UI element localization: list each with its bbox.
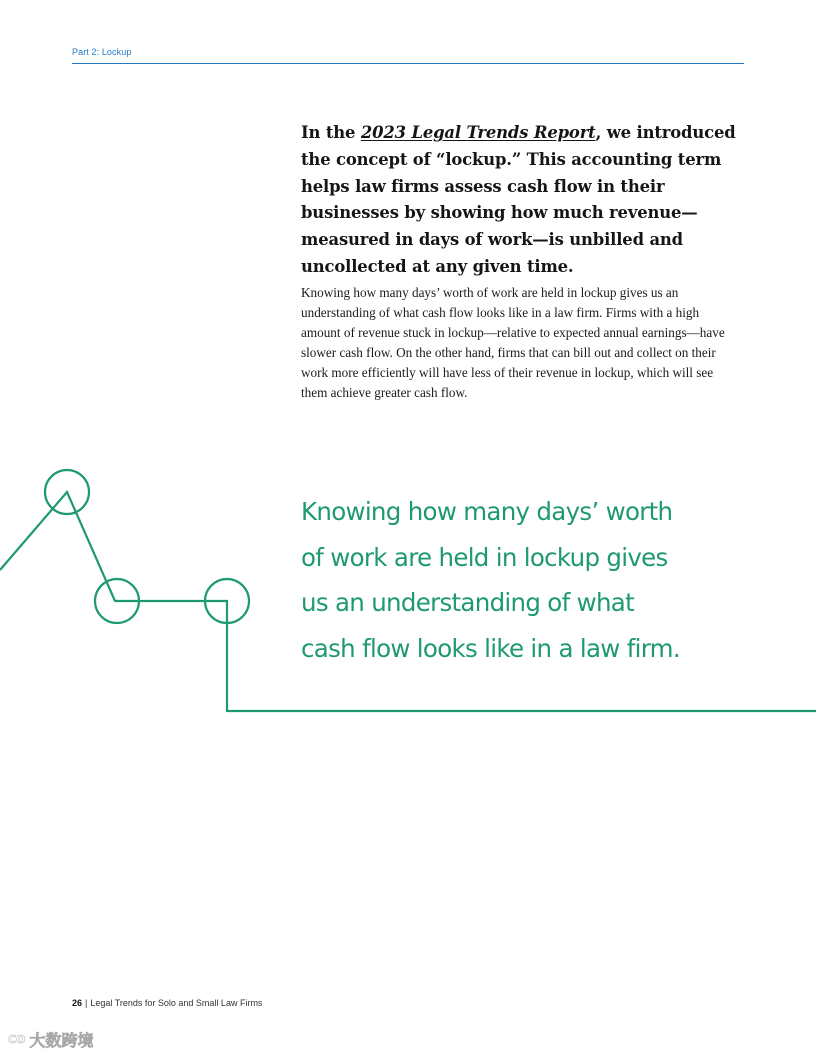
pull-quote	[301, 489, 771, 671]
pull-quote-line: us an understanding of what	[301, 588, 634, 617]
watermark-logo-icon: CO	[8, 1033, 26, 1046]
watermark	[8, 1028, 93, 1051]
pull-quote-line: Knowing how many days’ worth	[301, 497, 673, 526]
pull-quote-line: of work are held in lockup gives	[301, 542, 668, 572]
intro-prefix: In the	[301, 123, 361, 142]
footer-separator: |	[85, 998, 88, 1008]
pull-quote-line: cash flow looks like in a law firm.	[301, 633, 680, 663]
report-title-link[interactable]: 2023 Legal Trends Report	[360, 123, 596, 142]
intro-suffix: , we introduced the concept of “lockup.” This accounting term helps law firms assess cash flow in their businesses by showing how much revenue—measured in days of work—is unbilled and uncollected at any given time.	[301, 123, 736, 276]
publication-title: Legal Trends for Solo and Small Law Firms	[90, 998, 263, 1008]
page-footer	[72, 998, 262, 1008]
watermark-text: 大数跨境	[29, 1031, 94, 1050]
section-label: Part 2: Lockup	[72, 47, 132, 57]
page-number: 26	[72, 998, 83, 1008]
body-paragraph: Knowing how many days’ worth of work are held in lockup gives us an understanding of what cash flow looks like in a law firm. Firms with a high amount of revenue stuck in lockup—relative to expected annual earnings—have slower cash flow. On the other hand, firms that can bill out and collect on their work more efficiently will have less of their revenue in lockup, which will see them achieve greater cash flow.	[301, 285, 725, 400]
